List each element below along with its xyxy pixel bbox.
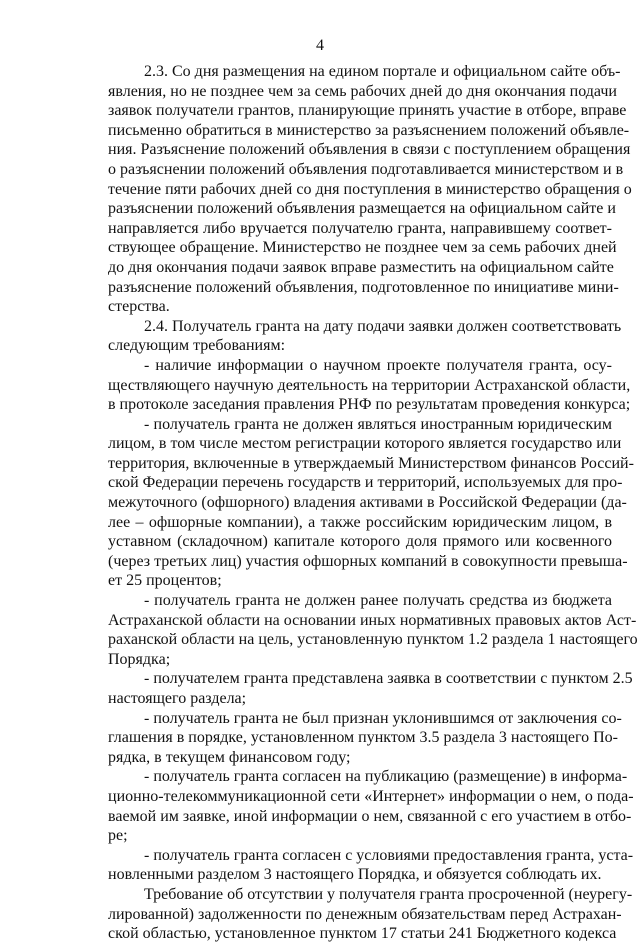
text-line: разъяснении положений объявления размещается на официальном сайте и [108, 200, 616, 218]
text-line: заявок получатели грантов, планирующие принять участие в отборе, вправе [108, 102, 627, 120]
text-line: лицом, в том числе местом регистрации которого является государство или [108, 435, 622, 453]
text-line: раханской области на цель, установленную пунктом 1.2 раздела 1 настоящего [108, 631, 638, 649]
text-line: Требование об отсутствии у получателя гранта просроченной (неурегу- [144, 885, 633, 903]
text-line: ской Федерации перечень государств и территорий, используемых для про- [108, 474, 623, 492]
text-line: ния. Разъяснение положений объявления в связи с поступлением обращения [108, 141, 631, 159]
text-line: - получатель гранта согласен на публикацию (размещение) в информа- [144, 768, 628, 786]
text-line: ствующее обращение. Министерство не позднее чем за семь рабочих дней [108, 239, 617, 257]
page-number: 4 [316, 37, 324, 54]
text-line: стерства. [108, 298, 170, 316]
text-line: ре; [108, 827, 128, 845]
text-line: ществляющего научную деятельность на территории Астраханской области, [108, 376, 631, 394]
text-line: уставном (складочном) капитале которого доля прямого или косвенного [108, 533, 612, 551]
text-line: 2.4. Получатель гранта на дату подачи заявки должен соответствовать [144, 317, 622, 335]
text-line: - получатель гранта согласен с условиями предоставления гранта, уста- [144, 846, 634, 864]
text-line: - получатель гранта не был признан уклонившимся от заключения со- [144, 709, 622, 727]
text-line: письменно обратиться в министерство за разъяснением положений объявле- [108, 121, 630, 139]
text-line: Порядка; [108, 650, 171, 668]
text-line: до дня окончания подачи заявок вправе разместить на официальном сайте [108, 258, 614, 276]
text-line: межуточного (офшорного) владения активами в Российской Федерации (да- [108, 494, 627, 512]
text-line: рядка, в текущем финансовом году; [108, 748, 351, 766]
document-body [108, 62, 638, 944]
text-line: 2.3. Со дня размещения на едином портале и официальном сайте объ- [144, 63, 621, 80]
text-line: настоящего раздела; [108, 690, 247, 707]
text-line: территория, включенные в утверждаемый Министерством финансов Россий- [108, 454, 634, 472]
text-line: - наличие информации о научном проекте получателя гранта, осу- [144, 356, 612, 374]
text-line: Астраханской области на основании иных нормативных правовых актов Аст- [108, 611, 637, 629]
text-line: в протоколе заседания правления РНФ по результатам проведения конкурса; [108, 396, 631, 414]
text-line: глашения в порядке, установленном пунктом 3.5 раздела 3 настоящего По- [108, 729, 618, 747]
text-line: следующим требованиям: [108, 337, 286, 355]
text-line: течение пяти рабочих дней со дня поступления в министерство обращения о [108, 180, 632, 198]
text-line: лее – офшорные компании), а также российским юридическим лицом, в [108, 513, 612, 531]
text-line: разъяснение положений объявления, подготовленное по инициативе мини- [108, 278, 619, 296]
text-line: (через третьих лиц) участия офшорных компаний в совокупности превыша- [108, 552, 628, 570]
text-line: о разъяснении положений объявления подготавливается министерством и в [108, 160, 624, 178]
text-line: ской областью, установленное пунктом 17 статьи 241 Бюджетного кодекса [108, 925, 617, 943]
text-line: направляется либо вручается получателю гранта, направившему соответ- [108, 219, 612, 237]
text-line: - получателем гранта представлена заявка в соответствии с пунктом 2.5 [144, 670, 633, 688]
text-line: ционно-телекоммуникационной сети «Интернет» информации о нем, о пода- [108, 787, 634, 805]
text-line: явления, но не позднее чем за семь рабочих дней до дня окончания подачи [108, 82, 617, 100]
text-line: новленными разделом 3 настоящего Порядка, и обязуется соблюдать их. [108, 866, 602, 884]
text-line: - получатель гранта не должен ранее получать средства из бюджета [144, 592, 612, 610]
text-line: ваемой им заявке, иной информации о нем, связанной с его участием в отбо- [108, 807, 632, 825]
text-line: лированной) задолженности по денежным обязательствам перед Астрахан- [108, 905, 622, 923]
text-line: - получатель гранта не должен являться иностранным юридическим [144, 415, 612, 433]
text-line: ет 25 процентов; [108, 572, 222, 590]
